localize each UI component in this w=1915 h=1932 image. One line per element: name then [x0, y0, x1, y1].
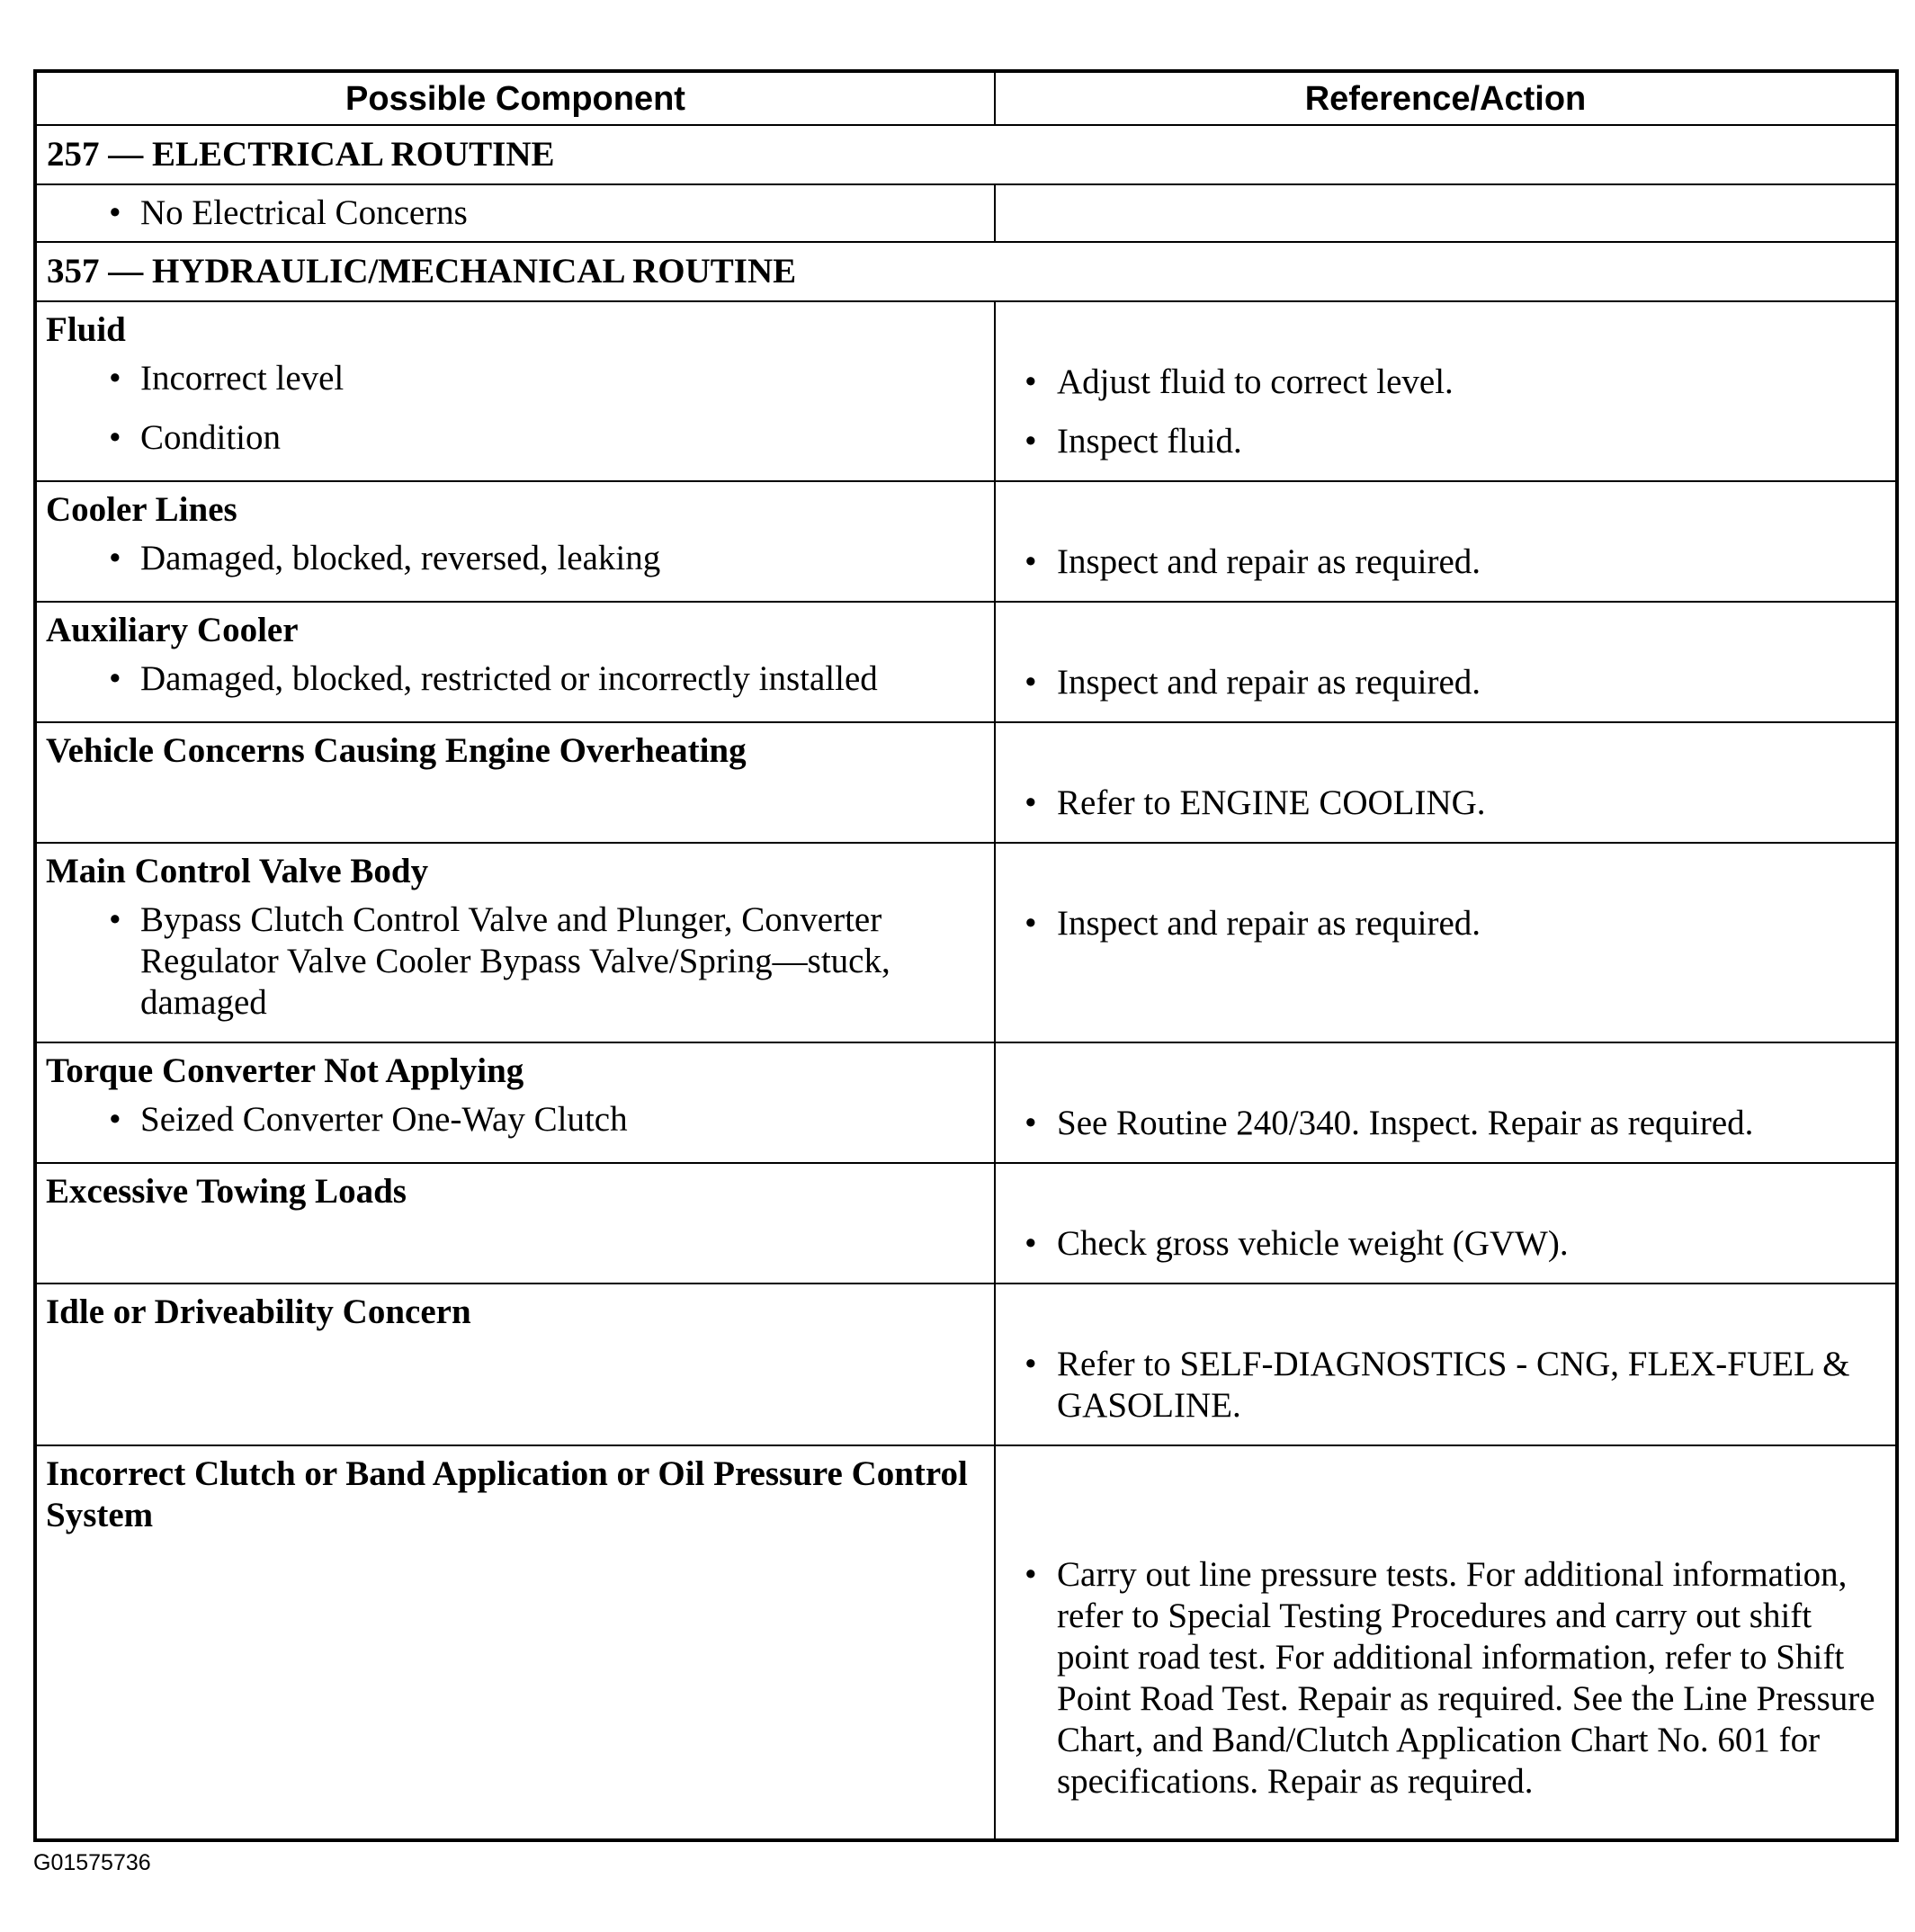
- action-cell: [995, 1445, 1897, 1840]
- component-item: [46, 658, 985, 700]
- table-row: [35, 184, 1897, 242]
- bullet-icon: •: [1025, 1555, 1037, 1594]
- bullet-icon: •: [1025, 1224, 1037, 1263]
- component-heading: Vehicle Concerns Causing Engine Overheating: [46, 731, 747, 770]
- action-item-text: Inspect and repair as required.: [1057, 663, 1481, 702]
- action-item-text: Adjust fluid to correct level.: [1057, 362, 1454, 401]
- bullet-icon: •: [1025, 542, 1037, 581]
- component-heading: Idle or Driveability Concern: [46, 1292, 471, 1331]
- action-item-text: Refer to SELF-DIAGNOSTICS - CNG, FLEX-FUEL & GASOLINE.: [1057, 1345, 1850, 1425]
- action-cell: [995, 1042, 1897, 1163]
- bullet-icon: •: [109, 418, 121, 457]
- action-item: [1005, 1344, 1886, 1427]
- component-item-text: Damaged, blocked, restricted or incorrectly installed: [140, 659, 878, 698]
- table-row: [35, 602, 1897, 722]
- action-item-text: Inspect and repair as required.: [1057, 904, 1481, 943]
- bullet-icon: •: [109, 193, 121, 232]
- table-row: [35, 1445, 1897, 1840]
- component-item-text: Incorrect level: [140, 359, 345, 398]
- bullet-icon: •: [109, 900, 121, 939]
- action-item-text: See Routine 240/340. Inspect. Repair as required.: [1057, 1104, 1754, 1142]
- component-item: [46, 538, 985, 579]
- action-item-text: Inspect fluid.: [1057, 422, 1242, 461]
- component-heading: Torque Converter Not Applying: [46, 1051, 524, 1090]
- action-cell: [995, 1284, 1897, 1445]
- bullet-icon: •: [1025, 362, 1037, 401]
- action-item: [1005, 1103, 1886, 1144]
- action-cell: [995, 1163, 1897, 1284]
- routine-row: [35, 125, 1897, 184]
- component-item: [46, 192, 985, 234]
- component-cell: [35, 1445, 995, 1840]
- action-item: [1005, 1223, 1886, 1265]
- component-cell: [35, 602, 995, 722]
- diagnostic-table: [33, 69, 1899, 1842]
- action-item: [1005, 541, 1886, 583]
- action-item-text: Inspect and repair as required.: [1057, 542, 1481, 581]
- table-row: [35, 1163, 1897, 1284]
- component-heading: Auxiliary Cooler: [46, 611, 299, 649]
- header-possible-component: Possible Component: [35, 71, 995, 125]
- bullet-icon: •: [109, 539, 121, 577]
- component-cell: [35, 1284, 995, 1445]
- component-heading: Excessive Towing Loads: [46, 1172, 407, 1211]
- action-item: [1005, 662, 1886, 703]
- action-item: [1005, 903, 1886, 944]
- component-item: [46, 417, 985, 459]
- bullet-icon: •: [1025, 1104, 1037, 1142]
- component-heading: Cooler Lines: [46, 490, 237, 529]
- table-row: [35, 481, 1897, 602]
- action-item: [1005, 421, 1886, 462]
- action-item-text: Carry out line pressure tests. For additional information, refer to Special Testing Procedures and carry out shift point road test. For additional information, refer to Shift Point Road Test. Repair as required. See the Line Pressure Chart, and Band/Clutch Application Chart No. 601 for specifications. Repair as required.: [1057, 1555, 1875, 1801]
- bullet-icon: •: [1025, 904, 1037, 943]
- action-item: [1005, 1554, 1886, 1802]
- component-cell: [35, 481, 995, 602]
- bullet-icon: •: [1025, 783, 1037, 822]
- table-row: [35, 1284, 1897, 1445]
- routine-357-title: 357 — HYDRAULIC/MECHANICAL ROUTINE: [35, 242, 1897, 301]
- component-cell: [35, 843, 995, 1042]
- component-item-text: Seized Converter One-Way Clutch: [140, 1100, 628, 1139]
- component-item: [46, 1099, 985, 1140]
- component-cell: [35, 1042, 995, 1163]
- component-item-text: Damaged, blocked, reversed, leaking: [140, 539, 661, 577]
- routine-row: [35, 242, 1897, 301]
- table-row: [35, 722, 1897, 843]
- action-cell: [995, 602, 1897, 722]
- component-item: [46, 358, 985, 399]
- bullet-icon: •: [1025, 663, 1037, 702]
- action-cell: [995, 722, 1897, 843]
- table-row: [35, 1042, 1897, 1163]
- component-heading: Incorrect Clutch or Band Application or Oil Pressure Control System: [46, 1454, 968, 1534]
- action-item: [1005, 783, 1886, 824]
- table-row: [35, 301, 1897, 481]
- component-cell: [35, 1163, 995, 1284]
- action-cell: [995, 843, 1897, 1042]
- component-heading: Fluid: [46, 310, 126, 349]
- component-item: [46, 899, 985, 1024]
- table-row: [35, 843, 1897, 1042]
- header-reference-action: Reference/Action: [995, 71, 1897, 125]
- action-item-text: Refer to ENGINE COOLING.: [1057, 783, 1486, 822]
- component-heading: Main Control Valve Body: [46, 852, 429, 890]
- header-row: [35, 71, 1897, 125]
- bullet-icon: •: [109, 359, 121, 398]
- routine-257-title: 257 — ELECTRICAL ROUTINE: [35, 125, 1897, 184]
- action-item: [1005, 362, 1886, 403]
- action-item-text: Check gross vehicle weight (GVW).: [1057, 1224, 1569, 1263]
- figure-id: G01575736: [33, 1850, 151, 1875]
- action-cell: [995, 184, 1897, 242]
- component-cell: [35, 722, 995, 843]
- bullet-icon: •: [1025, 1345, 1037, 1383]
- bullet-icon: •: [109, 1100, 121, 1139]
- component-item-text: Condition: [140, 418, 282, 457]
- component-item-text: Bypass Clutch Control Valve and Plunger, Converter Regulator Valve Cooler Bypass Valve/Spring—stuck, damaged: [140, 900, 890, 1022]
- bullet-icon: •: [1025, 422, 1037, 461]
- bullet-icon: •: [109, 659, 121, 698]
- component-item-text: No Electrical Concerns: [140, 193, 468, 232]
- component-cell: [35, 301, 995, 481]
- action-cell: [995, 301, 1897, 481]
- group-rows: [35, 301, 1897, 1840]
- component-cell: [35, 184, 995, 242]
- action-cell: [995, 481, 1897, 602]
